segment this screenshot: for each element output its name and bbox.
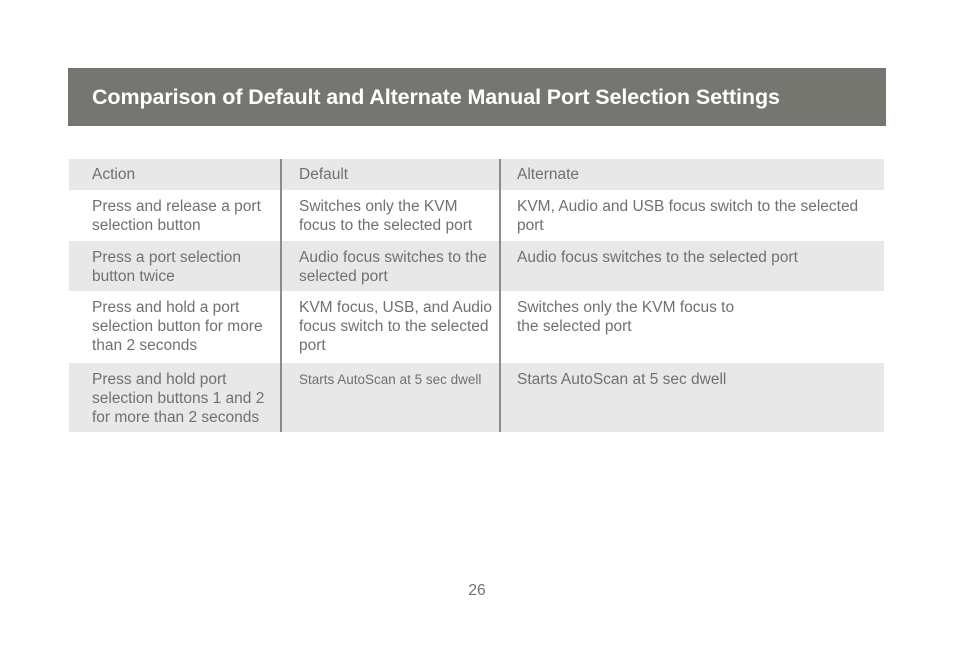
table-header-row [69,159,884,190]
cell-alternate [500,291,884,363]
table-row [69,363,884,432]
cell-alternate: Audio focus switches to the selected port [500,241,884,291]
comparison-table [69,159,884,432]
page-title: Comparison of Default and Alternate Manual Port Selection Settings [92,84,780,109]
cell-default: Starts AutoScan at 5 sec dwell [281,363,500,432]
cell-action: Press and hold a port selection button for more than 2 seconds [92,299,263,354]
cell-action: Press a port selection button twice [92,249,242,285]
comparison-table-container [69,159,884,432]
header-alternate: Alternate [500,159,884,190]
header-action: Action [92,166,136,183]
page-number: 26 [468,582,486,599]
alternate-line: Switches only the KVM focus to the selected port [517,299,735,335]
cell-action: Press and hold port selection buttons 1 and 2 for more than 2 seconds [92,371,265,426]
cell-action: Press and release a port selection button [92,198,261,234]
table-row [69,291,884,363]
cell-alternate: Starts AutoScan at 5 sec dwell [500,363,884,432]
cell-alternate: KVM, Audio and USB focus switch to the selected port [500,190,884,241]
table-row [69,241,884,291]
title-bar [68,68,886,126]
cell-default: Audio focus switches to the selected port [281,241,500,291]
cell-default: Switches only the KVM focus to the selected port [281,190,500,241]
header-default: Default [281,159,500,190]
table-row [69,190,884,241]
cell-default: KVM focus, USB, and Audio focus switch to the selected port [281,291,500,363]
